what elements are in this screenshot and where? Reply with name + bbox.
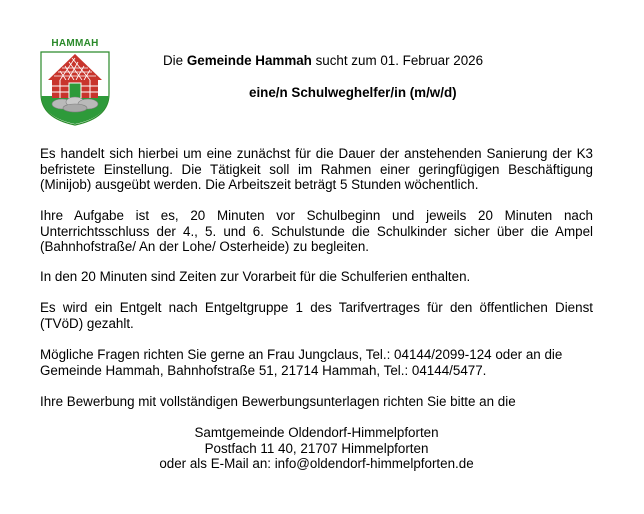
title-suffix: sucht zum 01. Februar 2026 <box>311 53 484 68</box>
crest-shield-icon <box>40 38 110 126</box>
paragraph-application: Ihre Bewerbung mit vollständigen Bewerbungsunterlagen richten Sie bitte an die <box>40 394 516 409</box>
address-postbox: Postfach 11 40, 21707 Himmelpforten <box>204 440 429 456</box>
application-address <box>40 425 593 472</box>
address-organisation: Samtgemeinde Oldendorf-Himmelpforten <box>194 425 439 440</box>
address-email: oder als E-Mail an: info@oldendorf-himmelpforten.de <box>159 456 474 471</box>
position-title: eine/n Schulweghelfer/in (m/w/d) <box>249 85 457 100</box>
municipal-crest <box>40 38 110 126</box>
title-prefix: Die <box>163 53 187 68</box>
paragraph-tasks: Ihre Aufgabe ist es, 20 Minuten vor Schulbeginn und jeweils 20 Minuten nach Unterrichtsschluss der 4., 5. und 6. Schulstunde die Schulkinder sicher über die Ampel (Bahnhofstraße/ An der Lohe/ Osterheide) zu begleiten. <box>40 208 593 254</box>
paragraph-employment: Es handelt sich hierbei um eine zunächst für die Dauer der anstehenden Sanierung der K3 befristete Einstellung. Die Tätigkeit soll im Rahmen einer geringfügigen Beschäftigung (Minijob) ausgeübt werden. Die Arbeitszeit beträgt 5 Stunden wöchentlich. <box>40 146 593 192</box>
paragraph-preparation: In den 20 Minuten sind Zeiten zur Vorarbeit für die Schulferien enthalten. <box>40 269 471 284</box>
title-municipality: Gemeinde Hammah <box>186 53 312 68</box>
page-title <box>163 53 483 68</box>
paragraph-contact: Mögliche Fragen richten Sie gerne an Frau Jungclaus, Tel.: 04144/2099-124 oder an die Gemeinde Hammah, Bahnhofstraße 51, 21714 Hammah, Tel.: 04144/5477. <box>40 347 563 378</box>
crest-name-label: HAMMAH <box>51 38 99 49</box>
paragraph-salary: Es wird ein Entgelt nach Entgeltgruppe 1 des Tarifvertrages für den öffentlichen Dienst (TVöD) gezahlt. <box>40 300 593 331</box>
